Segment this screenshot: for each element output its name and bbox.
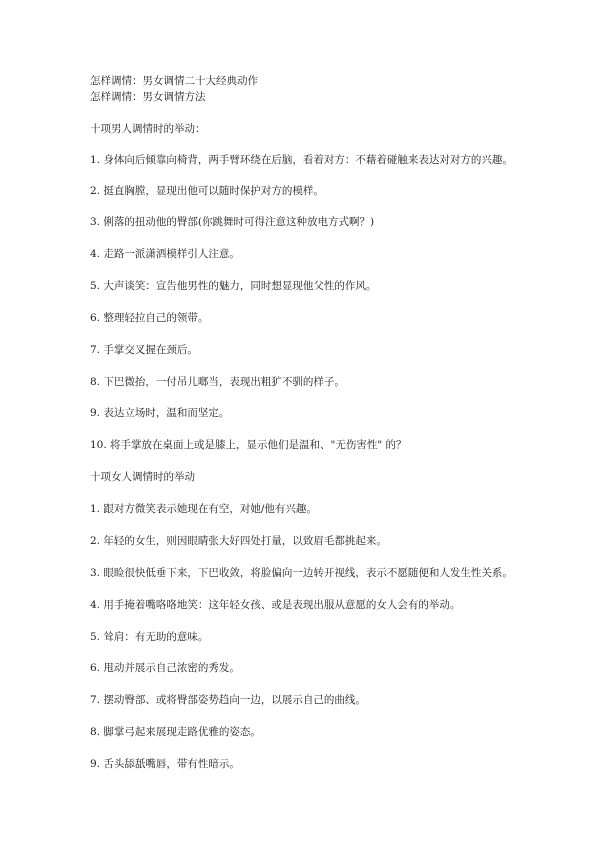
men-item-7: 7. 手掌交叉握在颈后。 [90, 344, 198, 356]
title-line-1: 怎样调情：男女调情二十大经典动作 [90, 75, 258, 87]
men-item-4: 4. 走路一派潇洒模样引人注意。 [90, 248, 240, 260]
women-item-1: 1. 跟对方微笑表示她现在有空，对她/他有兴趣。 [90, 503, 317, 515]
men-section-heading: 十项男人调情时的举动： [90, 123, 206, 135]
women-item-2: 2. 年轻的女生，则因眼睛张大好四处打量，以致眉毛都挑起来。 [90, 535, 387, 547]
women-item-8: 8. 脚掌弓起来展现走路优雅的姿态。 [90, 726, 261, 738]
women-item-5: 5. 耸肩：有无助的意味。 [90, 631, 209, 643]
title-line-2: 怎样调情：男女调情方法 [90, 91, 206, 103]
women-section-heading: 十项女人调情时的举动 [90, 471, 195, 483]
men-item-10: 10. 将手掌放在桌面上或是膝上，显示他们是温和、"无伤害性" 的？ [90, 439, 407, 451]
men-item-5: 5. 大声谈笑：宣告他男性的魅力，同时想显现他父性的作风。 [90, 280, 377, 292]
men-item-1: 1. 身体向后倾靠向椅背，两手臂环绕在后脑，看着对方：不藉着碰触来表达对对方的兴趣。 [90, 154, 513, 166]
women-item-6: 6. 甩动并展示自己浓密的秀发。 [90, 662, 240, 674]
women-item-4: 4. 用手掩着嘴咯咯地笑：这年轻女孩、或是表现出服从意愿的女人会有的举动。 [90, 599, 461, 611]
women-item-3: 3. 眼睑很快低垂下来，下巴收敛，将脸偏向一边转开视线，表示不愿随便和人发生性关系。 [90, 567, 513, 579]
women-item-7: 7. 摆动臀部、或将臀部姿势趋向一边，以展示自己的曲线。 [90, 694, 366, 706]
men-item-2: 2. 挺直胸膛，显现出他可以随时保护对方的模样。 [90, 185, 324, 197]
men-item-8: 8. 下巴微抬，一付吊儿啷当，表现出粗犷不驯的样子。 [90, 376, 345, 388]
men-item-3: 3. 俐落的扭动他的臀部(你跳舞时可得注意这种放电方式啊？) [90, 216, 375, 228]
men-item-6: 6. 整理轻拉自己的领带。 [90, 312, 209, 324]
men-item-9: 9. 表达立场时，温和而坚定。 [90, 407, 230, 419]
women-item-9: 9. 舌头舔舐嘴唇，带有性暗示。 [90, 758, 240, 770]
